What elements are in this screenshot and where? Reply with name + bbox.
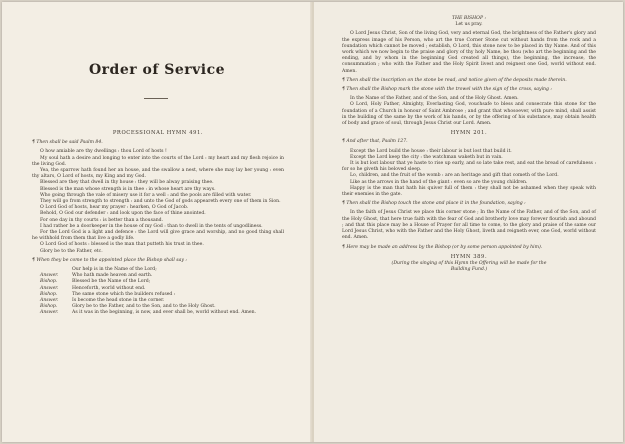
versicle-text: As it was in the beginning, is now, and ever shall be, world without end. Amen. — [72, 310, 257, 316]
psalm-verse: O how amiable are thy dwellings : thou Lord of hosts ! — [40, 149, 167, 155]
psalm-verse: Who going through the vale of misery use it for a well : and the pools are filled with water. — [40, 192, 252, 198]
title-rule — [144, 98, 168, 99]
let-us-pray: Let us pray. — [455, 22, 483, 28]
versicle-speaker: Answer. — [40, 273, 59, 279]
processional-hymn-heading: PROCESSIONAL HYMN 491. — [112, 130, 204, 136]
versicle-text: Blessed be the Name of the Lord; — [72, 279, 151, 285]
versicle-speaker: Bishop. — [40, 304, 58, 310]
rubric-address: ¶ Here may be made an address by the Bishop (or by some person appointed by him). — [342, 244, 543, 250]
versicle-row — [32, 310, 284, 316]
rubric-mark-stone: ¶ Then shall the Bishop mark the stone with the trowel with the sign of the cross, saying : — [342, 87, 552, 93]
versicle-speaker: Bishop. — [40, 279, 58, 285]
psalm-verse: Behold, O God our defender : and look upon the face of thine anointed. — [40, 211, 206, 217]
psalm-verse: Blessed are they that dwell in thy house : they will be alway praising thee. — [40, 180, 214, 186]
psalm-verse: Except the Lord keep the city : the watchman waketh but in vain. — [350, 154, 503, 160]
prayer-corner-stone: O Lord Jesus Christ, Son of the living God, very and eternal God, the brightness of the Father's glory and the express image of his Person, who art the true Corner Stone cut without hands from the rock and a foundation which cannot be moved ; establish, O Lord, this stone now to be placed in thy Name. And of this work which we now begin to the praise and glory of thy holy Name, be thou (who art the beginning and the ending, and by whom in the beginning God created all things), the beginning, the increase, the consummation ; who with the Father and the Holy Spirit livest and reignest one God, world without end. Amen. — [342, 31, 596, 74]
psalm-verse: For the Lord God is a light and defence : the Lord will give grace and worship, and no good thing shall he withhold from them that live a godly life. — [32, 230, 284, 242]
psalm-verse: Blessed is the man whose strength is in thee : in whose heart are thy ways. — [40, 186, 216, 192]
versicle-speaker: Answer. — [40, 298, 59, 304]
versicle-speaker: Bishop. — [40, 291, 58, 297]
rubric-psalm-84: ¶ Then shall be said Psalm 84. — [32, 140, 103, 146]
psalm-verse: Except the Lord build the house : their labour is but lost that build it. — [350, 148, 512, 154]
psalm-verse: They will go from strength to strength : and unto the God of gods appeareth every one of them in Sion. — [40, 199, 281, 205]
right-text-block — [342, 16, 596, 273]
rubric-bishop-say: ¶ When they be come to the appointed place the Bishop shall say : — [32, 257, 187, 263]
rubric-place-stone: ¶ Then shall the Bishop touch the stone and place it in the foundation, saying : — [342, 201, 526, 207]
left-page — [2, 2, 312, 442]
psalm-verse: O Lord God of hosts, hear my prayer : hearken, O God of Jacob. — [40, 205, 189, 211]
offering-note: (During the singing of this Hymn the Offering will be made for the Building Fund.) — [391, 260, 547, 273]
versicle-text: The same stone which the builders refused : — [72, 291, 176, 297]
right-page — [314, 2, 623, 442]
psalm-verse: For one day in thy courts : is better than a thousand. — [40, 217, 164, 223]
rubric-psalm-127: ¶ And after that, Psalm 127. — [342, 139, 408, 145]
bishop-heading: THE BISHOP : — [451, 16, 487, 21]
versicle-text: Glory be to the Father, and to the Son, and to the Holy Ghost. — [72, 304, 216, 310]
versicle-text: Is become the head stone in the corner. — [72, 298, 165, 304]
psalm-verse: Glory be to the Father, etc. — [40, 248, 103, 254]
versicle-text: Henceforth, world without end. — [72, 285, 146, 291]
psalm-verse: My soul hath a desire and longing to enter into the courts of the Lord : my heart and my flesh rejoice in the living God. — [32, 155, 284, 167]
versicle-text: Who hath made heaven and earth. — [72, 273, 153, 279]
psalm-verse: It is but lost labour that ye haste to rise up early, and so late take rest, and eat the bread of carefulness : for so he giveth his beloved sleep. — [342, 161, 596, 173]
invocation: In the Name of the Father, and of the Son, and of the Holy Ghost. Amen. — [350, 96, 519, 102]
hymn-389-heading: HYMN 389. — [450, 253, 488, 260]
psalm-verse: I had rather be a doorkeeper in the house of my God : than to dwell in the tents of ungodliness. — [40, 223, 263, 229]
psalm-verse: Like as the arrows in the hand of the giant : even so are the young children. — [350, 179, 528, 185]
psalm-verse: Lo, children, and the fruit of the womb : are an heritage and gift that cometh of the Lord. — [350, 173, 559, 179]
psalm-verse: Happy is the man that hath his quiver full of them : they shall not be ashamed when they speak with their enemies in the gate. — [342, 185, 596, 198]
psalm-verse: Yea, the sparrow hath found her an house, and the swallow a nest, where she may lay her young : even thy altars, O Lord of hosts, my King and my God. — [32, 168, 284, 180]
psalm-verse: O Lord God of hosts : blessed is the man that putteth his trust in thee. — [40, 242, 204, 248]
page-title: Order of Service — [88, 62, 226, 78]
laying-declaration: In the faith of Jesus Christ we place this corner stone ; In the Name of the Father, and of the Son, and of the Holy Ghost, that here true faith with the fear of God and brotherly love may forever flourish and abound ; and that this place may be a House of Prayer for all time to come, to the glory and praise of the same our Lord Jesus Christ, who with the Father and the Holy Ghost, liveth and reigneth ever, one God, world without end. Amen. — [342, 210, 596, 241]
rubric-inscription: ¶ Then shall the inscription on the stone be read, and notice given of the deposits made therein. — [342, 77, 567, 83]
left-text-block — [32, 130, 284, 317]
prayer-consecrate: O Lord, Holy Father, Almighty, Everlasting God, vouchsafe to bless and consecrate this stone for the foundation of a Church in honour of Saint Ambrose ; and grant that whosoever, with pure mind, shall assist in the building of the same by the work of his hands, or by the offering of his substance, may obtain health of body and grace of soul, through Jesus Christ our Lord. Amen. — [342, 102, 596, 127]
booklet-spread — [2, 2, 623, 442]
versicle-speaker: Answer. — [40, 285, 59, 291]
versicle-speaker: Answer. — [40, 310, 59, 316]
versicle-text: Our help is in the Name of the Lord; — [72, 267, 157, 273]
hymn-201-heading: HYMN 201. — [450, 130, 488, 137]
